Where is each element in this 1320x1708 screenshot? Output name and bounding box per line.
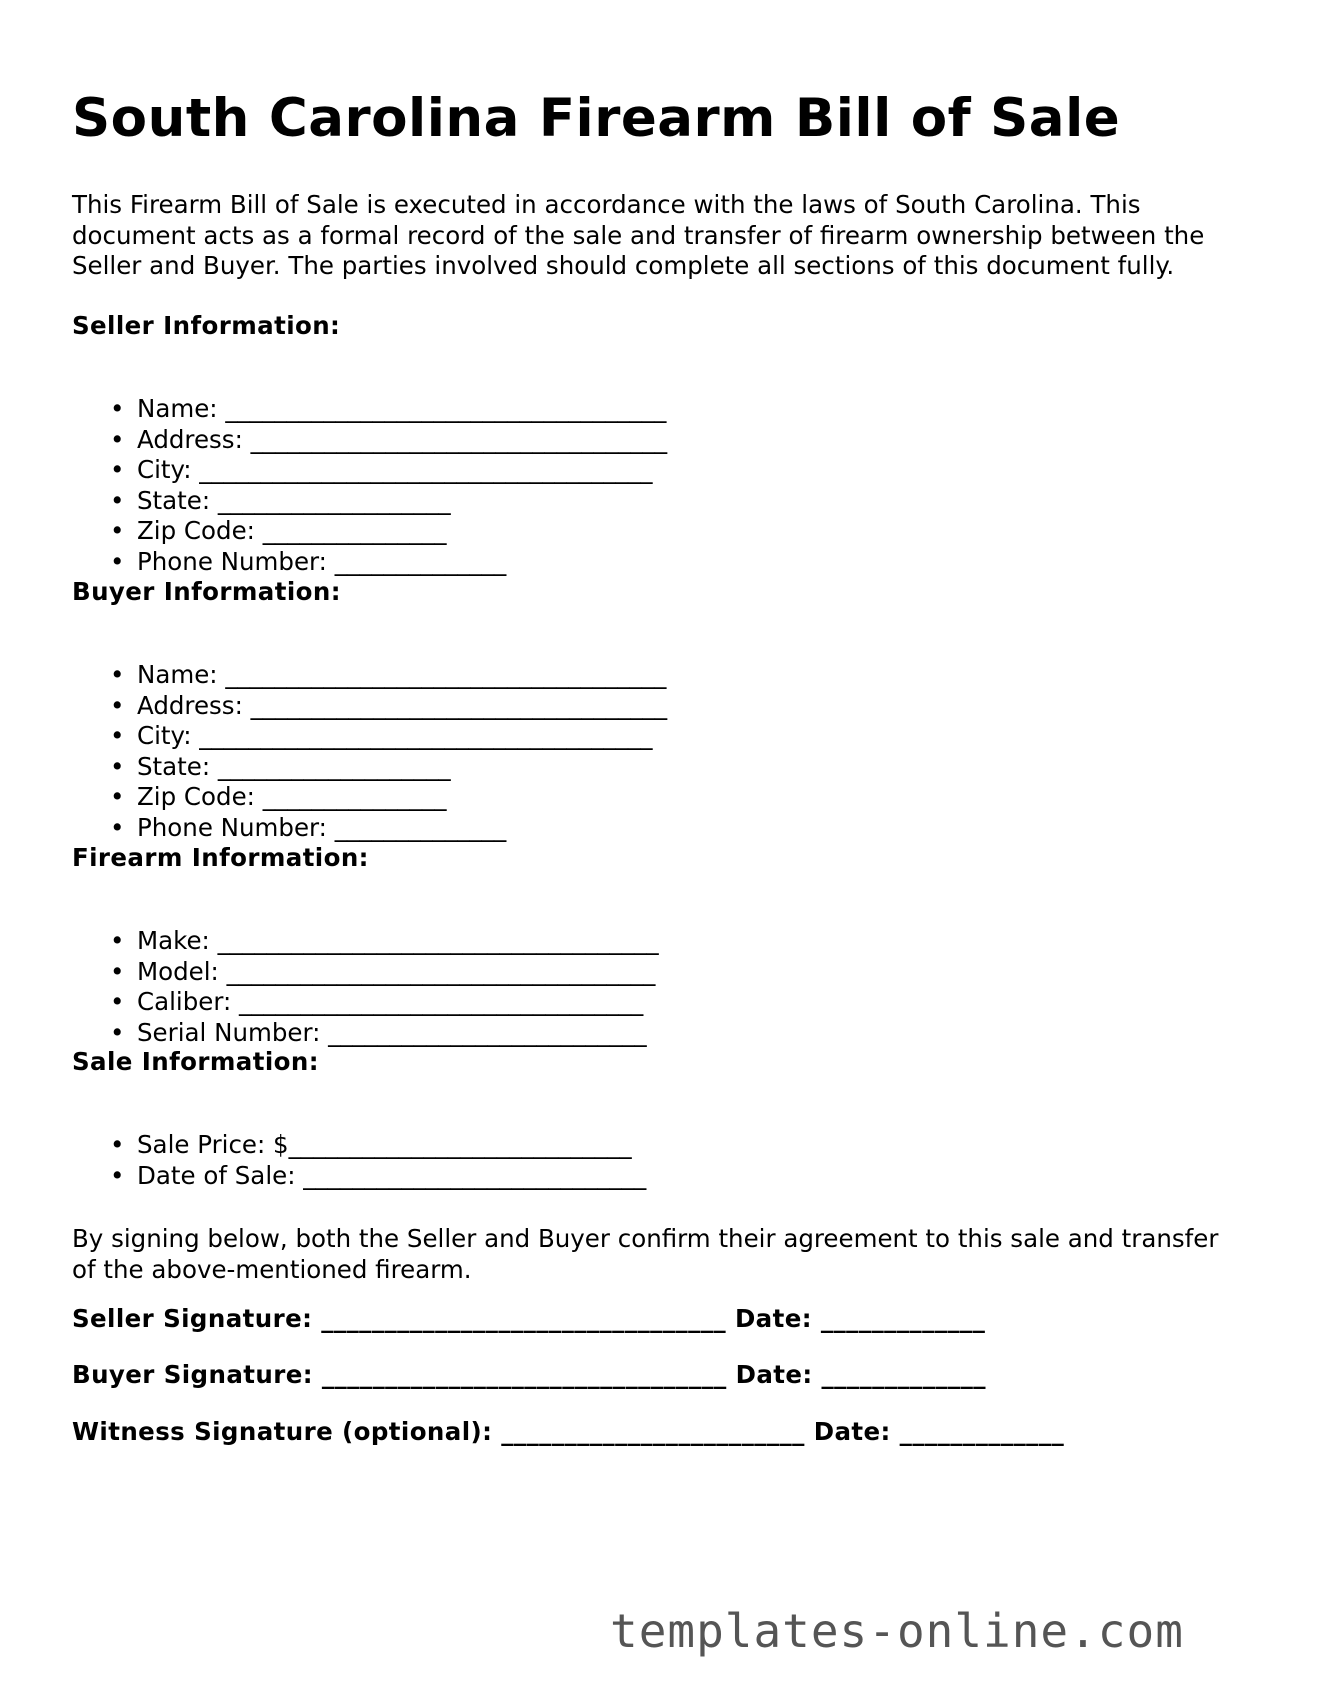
bullet-icon: • xyxy=(110,516,125,546)
field-label: City: _____________________________________ xyxy=(137,721,653,751)
buyer-name-field xyxy=(72,660,667,691)
firearm-model-field xyxy=(72,957,659,988)
field-label: Serial Number: __________________________ xyxy=(137,1017,647,1047)
seller-phone-field xyxy=(72,547,667,578)
field-label: Name: ____________________________________ xyxy=(137,660,667,689)
sale-price-field xyxy=(72,1130,646,1161)
seller-zip-field xyxy=(72,516,667,547)
buyer-city-field xyxy=(72,721,667,752)
bullet-icon: • xyxy=(110,926,125,955)
field-label: Model: ___________________________________ xyxy=(137,956,656,986)
buyer-address-field xyxy=(72,691,667,722)
seller-address-field xyxy=(72,425,667,456)
field-label: Sale Price: $____________________________ xyxy=(137,1130,632,1159)
witness-signature-line: Witness Signature (optional): ________________________ Date: _____________ xyxy=(72,1417,1065,1446)
agreement-paragraph: By signing below, both the Seller and Buyer confirm their agreement to this sale and transfer of the above-mentioned firearm. xyxy=(72,1224,1219,1284)
firearm-serial-field xyxy=(72,1018,659,1049)
bullet-icon: • xyxy=(110,485,125,515)
field-label: Date of Sale: ____________________________ xyxy=(137,1160,647,1190)
field-label: Caliber: _________________________________ xyxy=(137,987,644,1017)
bullet-icon: • xyxy=(110,1160,125,1190)
field-label: Phone Number: ______________ xyxy=(137,812,507,842)
seller-section-heading: Seller Information: xyxy=(72,311,341,340)
firearm-section-heading: Firearm Information: xyxy=(72,843,369,872)
intro-paragraph: This Firearm Bill of Sale is executed in accordance with the laws of South Carolina. This document acts as a formal record of the sale and transfer of firearm ownership between the Seller and Buyer. The parties involved should complete all sections of this document fully. xyxy=(72,190,1205,280)
firearm-caliber-field xyxy=(72,987,659,1018)
bullet-icon: • xyxy=(110,660,125,689)
field-label: Zip Code: _______________ xyxy=(137,782,447,812)
buyer-state-field xyxy=(72,752,667,783)
firearm-fields-list xyxy=(72,926,659,1048)
bullet-icon: • xyxy=(110,1130,125,1159)
firearm-make-field xyxy=(72,926,659,957)
bullet-icon: • xyxy=(110,812,125,842)
field-label: Phone Number: ______________ xyxy=(137,546,507,576)
field-label: State: ___________________ xyxy=(137,485,451,515)
document-title: South Carolina Firearm Bill of Sale xyxy=(72,88,1121,149)
field-label: City: _____________________________________ xyxy=(137,455,653,485)
bullet-icon: • xyxy=(110,546,125,576)
sale-date-field xyxy=(72,1161,646,1192)
seller-state-field xyxy=(72,486,667,517)
field-label: Zip Code: _______________ xyxy=(137,516,447,546)
bullet-icon: • xyxy=(110,751,125,781)
bullet-icon: • xyxy=(110,690,125,720)
bullet-icon: • xyxy=(110,782,125,812)
bullet-icon: • xyxy=(110,394,125,423)
bullet-icon: • xyxy=(110,455,125,485)
buyer-signature-line: Buyer Signature: ________________________________ Date: _____________ xyxy=(72,1360,986,1389)
buyer-section-heading: Buyer Information: xyxy=(72,577,341,606)
sale-fields-list xyxy=(72,1130,646,1191)
seller-signature-line: Seller Signature: ________________________________ Date: _____________ xyxy=(72,1304,986,1333)
field-label: Name: ____________________________________ xyxy=(137,394,667,423)
bullet-icon: • xyxy=(110,956,125,986)
field-label: Address: __________________________________ xyxy=(137,690,668,720)
watermark-text: templates-online.com xyxy=(610,1604,1184,1658)
bullet-icon: • xyxy=(110,721,125,751)
bullet-icon: • xyxy=(110,424,125,454)
buyer-zip-field xyxy=(72,782,667,813)
bullet-icon: • xyxy=(110,987,125,1017)
bullet-icon: • xyxy=(110,1017,125,1047)
seller-name-field xyxy=(72,394,667,425)
field-label: Address: __________________________________ xyxy=(137,424,668,454)
sale-section-heading: Sale Information: xyxy=(72,1047,319,1076)
field-label: Make: ____________________________________ xyxy=(137,926,659,955)
seller-city-field xyxy=(72,455,667,486)
buyer-phone-field xyxy=(72,813,667,844)
seller-fields-list xyxy=(72,394,667,578)
buyer-fields-list xyxy=(72,660,667,844)
field-label: State: ___________________ xyxy=(137,751,451,781)
